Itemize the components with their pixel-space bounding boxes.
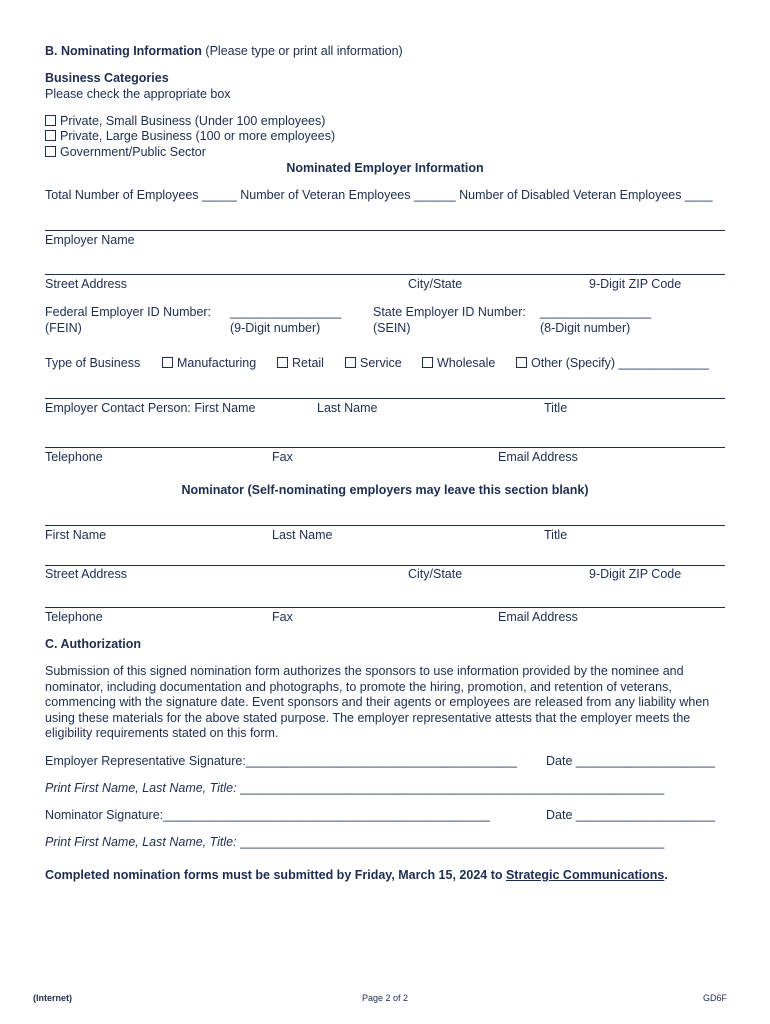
fein-hint: (9-Digit number) [230,321,321,335]
employer-contact-info-line[interactable] [45,447,725,448]
paragraph-line: Submission of this signed nomination form authorizes the sponsors to use information provided by the nominee and [45,664,684,678]
employer-name-line[interactable] [45,230,725,231]
sein-label: State Employer ID Number: [373,305,526,319]
section-b-heading [45,44,403,58]
contact-title-label: Title [544,401,568,415]
type-option-manufacturing[interactable] [162,356,256,370]
nominator-telephone-label: Telephone [45,610,103,624]
category-label: Private, Small Business (Under 100 employees) [60,114,326,128]
nominator-last-name-label: Last Name [272,528,333,542]
employer-print-name-field[interactable] [45,781,664,795]
section-b-title: B. Nominating Information [45,44,202,58]
sein-abbr: (SEIN) [373,321,411,335]
telephone-label: Telephone [45,450,103,464]
business-categories-heading: Business Categories [45,71,169,85]
fax-label: Fax [272,450,293,464]
checkbox[interactable] [345,357,356,368]
submission-end: . [664,868,668,882]
city-state-label: City/State [408,277,463,291]
paragraph-line: nominator, including documentation and photographs, to promote the hiring, promotion, and retention of veterans, [45,679,672,694]
category-option-government[interactable] [45,145,206,159]
nominator-print-name-field[interactable] [45,835,664,849]
checkbox[interactable] [45,146,56,157]
print-name-label: Print First Name, Last Name, Title: [45,835,241,849]
nominator-signature-field[interactable]: Nominator Signature:_______________________________________________ [45,808,490,822]
fein-input[interactable]: ________________ [230,305,342,319]
fein-label: Federal Employer ID Number: [45,305,212,319]
checkbox[interactable] [162,357,173,368]
authorization-paragraph [45,664,727,742]
nominator-contact-line[interactable] [45,607,725,608]
fein-abbr: (FEIN) [45,321,82,335]
type-label: Retail [292,356,324,370]
street-address-label: Street Address [45,277,127,291]
employer-info-heading: Nominated Employer Information [286,161,484,175]
employer-address-line[interactable] [45,274,725,275]
contact-last-name-label: Last Name [317,401,378,415]
section-b-note: (Please type or print all information) [201,44,403,58]
strategic-communications-link[interactable]: Strategic Communications [505,868,665,882]
employer-signature-field[interactable]: Employer Representative Signature:_______________________________________ [45,754,517,768]
nominator-heading: Nominator (Self-nominating employers may leave this section blank) [181,483,589,497]
nominator-title-label: Title [544,528,568,542]
checkbox[interactable] [516,357,527,368]
paragraph-line: using these materials for the above stated purpose. The employer representative attests that the employer meets the [45,710,691,725]
footer-left: (Internet) [33,993,72,1003]
section-c-title: C. Authorization [45,637,142,651]
contact-first-name-label: Employer Contact Person: First Name [45,401,256,415]
nominator-date-field[interactable]: Date ____________________ [546,808,715,822]
nominator-zip-label: 9-Digit ZIP Code [589,567,682,581]
form-code: GD6F [702,993,727,1003]
checkbox[interactable] [422,357,433,368]
sein-input[interactable]: ________________ [540,305,652,319]
print-name-label: Print First Name, Last Name, Title: [45,781,241,795]
business-categories-instruction: Please check the appropriate box [45,87,231,101]
employee-counts-field[interactable]: Total Number of Employees _____ Number of Veteran Employees ______ Number of Disabled Veteran Employees ____ [45,188,713,202]
paragraph-line: eligibility requirements stated on this form. [45,726,279,740]
paragraph-line: commencing with the signature date. Event sponsors and their agents or employees are released from any liability when [45,695,710,709]
type-label: Service [360,356,402,370]
submission-notice [45,868,668,882]
type-of-business-label: Type of Business [45,356,141,370]
checkbox[interactable] [277,357,288,368]
checkbox[interactable] [45,130,56,141]
nominator-street-label: Street Address [45,567,127,581]
type-label: Other (Specify) _____________ [531,356,709,370]
type-option-retail[interactable] [277,356,324,370]
zip-label: 9-Digit ZIP Code [589,277,682,291]
submission-text: Completed nomination forms must be submitted by Friday, March 15, 2024 to [45,868,506,882]
type-label: Wholesale [437,356,496,370]
page-number: Page 2 of 2 [361,993,409,1003]
type-label: Manufacturing [177,356,257,370]
email-label: Email Address [498,450,578,464]
contact-person-line[interactable] [45,398,725,399]
print-name-blank[interactable]: _____________________________________________________________ [240,781,665,795]
type-option-wholesale[interactable] [422,356,495,370]
category-option-small[interactable] [45,114,325,128]
nominator-fax-label: Fax [272,610,293,624]
category-label: Private, Large Business (100 or more employees) [60,129,336,143]
checkbox[interactable] [45,115,56,126]
employer-date-field[interactable]: Date ____________________ [546,754,715,768]
print-name-blank[interactable]: _____________________________________________________________ [240,835,665,849]
type-option-other[interactable] [516,356,709,370]
nominator-address-line[interactable] [45,565,725,566]
nominator-city-state-label: City/State [408,567,463,581]
type-option-service[interactable] [345,356,402,370]
employer-name-label: Employer Name [45,233,135,247]
category-option-large[interactable] [45,129,335,143]
category-label: Government/Public Sector [60,145,206,159]
nominator-first-name-label: First Name [45,528,107,542]
sein-hint: (8-Digit number) [540,321,631,335]
nominator-email-label: Email Address [498,610,578,624]
nominator-name-line[interactable] [45,525,725,526]
